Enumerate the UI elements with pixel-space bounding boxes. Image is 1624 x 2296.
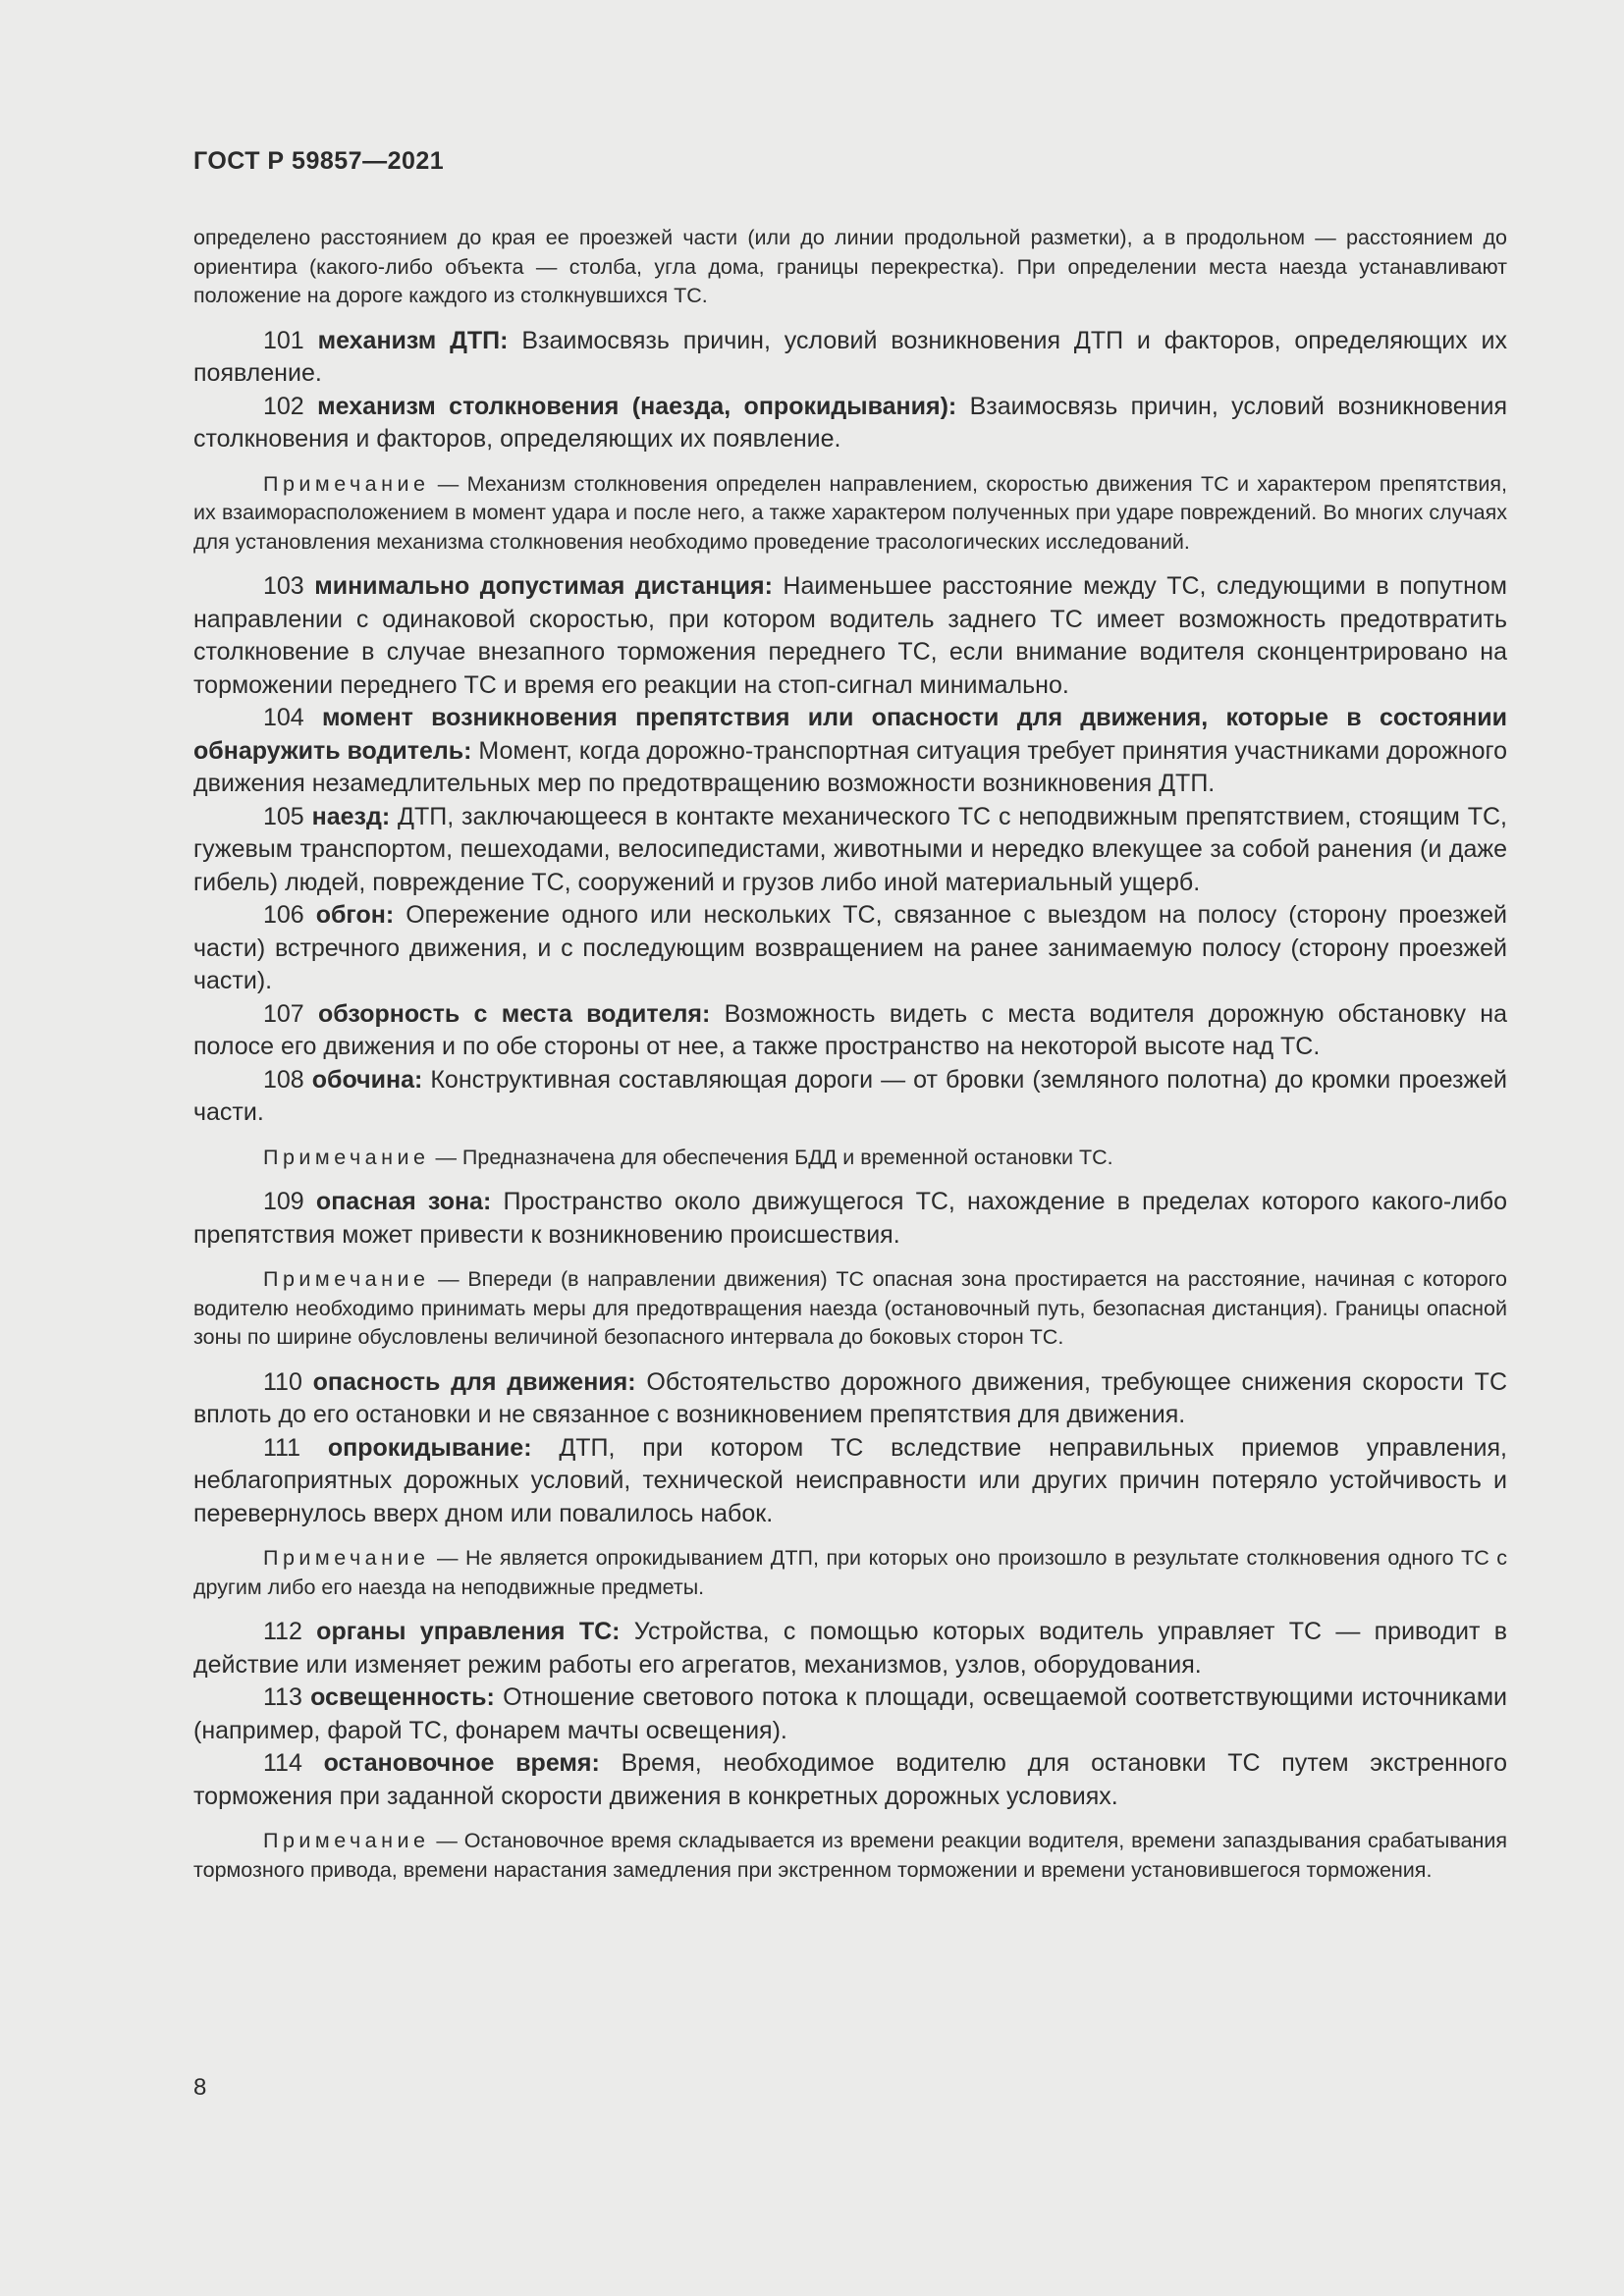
note-label: Примечание <box>263 471 430 496</box>
entry-number: 107 <box>263 999 304 1028</box>
definition-entry <box>193 1366 1507 1432</box>
entry-number: 112 <box>263 1618 302 1645</box>
entry-term: освещенность: <box>310 1683 495 1711</box>
entry-definition: ДТП, заключающееся в контакте механического ТС с неподвижным препятствием, стоящим ТС, гужевым транспортом, пешеходами, велосипедистами, животными и нередко влекущее за собой ранения (и даже гибель) людей, повреждение ТС, сооружений и грузов либо иной материальный ущерб. <box>193 802 1508 896</box>
definition-entry <box>193 702 1507 801</box>
entry-term: органы управления ТС: <box>316 1618 621 1645</box>
entry-number: 105 <box>263 802 304 830</box>
definition-entry <box>193 1747 1507 1813</box>
entry-number: 104 <box>263 704 304 731</box>
entry-definition: Устройства, с помощью которых водитель управляет ТС — приводит в действие или изменяет режим работы его агрегатов, механизмов, узлов, оборудования. <box>193 1618 1507 1679</box>
note-text: — Механизм столкновения определен направлением, скоростью движения ТС и характером препятствия, их взаиморасположением в момент удара и после него, а также характером полученных при ударе повреждений. Во многих случаях для установления механизма столкновения необходимо проведение трасологических исследований. <box>193 471 1507 554</box>
entry-definition: Конструктивная составляющая дороги — от бровки (земляного полотна) до кромки проезжей части. <box>193 1065 1508 1126</box>
definition-entry <box>193 1682 1507 1747</box>
document-body <box>193 224 1507 1885</box>
entry-number: 114 <box>263 1749 302 1777</box>
note-label: Примечание <box>263 1267 430 1291</box>
entry-term: остановочное время: <box>323 1749 600 1777</box>
entry-term: наезд: <box>311 802 391 830</box>
entry-term: обзорность с места водителя: <box>318 999 711 1028</box>
note-text: — Остановочное время складывается из времени реакции водителя, времени запаздывания срабатывания тормозного привода, времени нарастания замедления при экстренном торможении и времени установившегося торможения. <box>193 1829 1507 1882</box>
entry-definition: Отношение светового потока к площади, освещаемой соответствующими источниками (например, фарой ТС, фонарем мачты освещения). <box>193 1683 1507 1744</box>
entry-definition: Возможность видеть с места водителя дорожную обстановку на полосе его движения и по обе стороны от нее, а также пространство на некоторой высоте над ТС. <box>193 999 1508 1060</box>
entry-number: 111 <box>263 1433 301 1462</box>
entry-definition: Время, необходимое водителю для остановки ТС путем экстренного торможения при заданной скорости движения в конкретных дорожных условиях. <box>193 1749 1508 1810</box>
entry-term: минимально допустимая дистанция: <box>314 572 773 600</box>
note-label: Примечание <box>263 1829 430 1852</box>
entry-number: 113 <box>263 1683 302 1711</box>
entry-term: механизм столкновения (наезда, опрокидывания): <box>317 392 957 420</box>
note-paragraph <box>193 1144 1507 1173</box>
note-paragraph <box>193 1827 1507 1885</box>
note-paragraph <box>193 1265 1507 1353</box>
entry-term: обочина: <box>311 1065 423 1094</box>
note-paragraph <box>193 470 1507 558</box>
document-header: ГОСТ Р 59857—2021 <box>193 147 445 175</box>
entry-definition: Момент, когда дорожно-транспортная ситуация требует принятия участниками дорожного движения незамедлительных мер по предотвращению возможности возникновения ДТП. <box>193 736 1507 797</box>
entry-number: 110 <box>263 1367 302 1396</box>
definition-entry <box>193 1432 1507 1531</box>
definition-entry <box>193 570 1507 702</box>
definition-entry <box>193 1064 1507 1130</box>
definition-entry <box>193 998 1507 1064</box>
entry-term: механизм ДТП: <box>317 326 509 354</box>
page-number: 8 <box>193 2074 207 2101</box>
entry-definition: Наименьшее расстояние между ТС, следующими в попутном направлении с одинаковой скоростью, при котором водитель заднего ТС имеет возможность предотвратить столкновение в случае внезапного торможения переднего ТС, если внимание водителя сконцентрировано на торможении переднего ТС и время его реакции на стоп-сигнал минимально. <box>193 572 1507 699</box>
entry-definition: Взаимосвязь причин, условий возникновения столкновения и факторов, определяющих их появление. <box>193 392 1507 453</box>
entry-number: 108 <box>263 1065 304 1094</box>
note-text: — Не является опрокидыванием ДТП, при которых оно произошло в результате столкновения одного ТС с другим либо его наезда на неподвижные предметы. <box>193 1546 1507 1599</box>
entry-number: 109 <box>263 1188 304 1215</box>
definition-entry <box>193 391 1507 456</box>
entry-term: опасность для движения: <box>312 1367 636 1396</box>
entry-term: опасная зона: <box>315 1188 492 1215</box>
entry-number: 101 <box>263 326 304 354</box>
entry-number: 102 <box>263 392 304 420</box>
entry-term: обгон: <box>315 901 395 929</box>
definition-entry <box>193 325 1507 391</box>
entry-definition: Взаимосвязь причин, условий возникновения ДТП и факторов, определяющих их появление. <box>193 326 1507 387</box>
entry-definition: Обстоятельство дорожного движения, требующее снижения скорости ТС вплоть до его остановки и не связанное с возникновением препятствия для движения. <box>193 1367 1508 1428</box>
entry-number: 106 <box>263 901 304 929</box>
definition-entry <box>193 1616 1507 1682</box>
intro-paragraph: определено расстоянием до края ее проезжей части (или до линии продольной разметки), а в продольном — расстоянием до ориентира (какого-либо объекта — столба, угла дома, границы перекрестка). При определении места наезда устанавливают положение на дороге каждого из столкнувшихся ТС. <box>193 226 1507 307</box>
entry-number: 103 <box>263 572 304 600</box>
definition-entry <box>193 801 1507 900</box>
note-label: Примечание <box>263 1546 430 1570</box>
entry-term: момент возникновения препятствия или опасности для движения, которые в состоянии обнаружить водитель: <box>193 704 1507 765</box>
entry-definition: ДТП, при котором ТС вследствие неправильных приемов управления, неблагоприятных дорожных условий, технической неисправности или других причин потеряло устойчивость и перевернулось вверх дном или повалилось набок. <box>193 1433 1507 1527</box>
note-text: — Впереди (в направлении движения) ТС опасная зона простирается на расстояние, начиная с которого водителю необходимо принимать меры для предотвращения наезда (остановочный путь, безопасная дистанция). Границы опасной зоны по ширине обусловлены величиной безопасного интервала до боковых сторон ТС. <box>193 1267 1507 1349</box>
definition-entry <box>193 899 1507 998</box>
note-text: — Предназначена для обеспечения БДД и временной остановки ТС. <box>435 1145 1113 1169</box>
entry-definition: Опережение одного или нескольких ТС, связанное с выездом на полосу (сторону проезжей части) встречного движения, и с последующим возвращением на ранее занимаемую полосу (сторону проезжей части). <box>193 901 1507 994</box>
note-label: Примечание <box>263 1145 430 1169</box>
definition-entry <box>193 1186 1507 1252</box>
note-paragraph <box>193 1544 1507 1602</box>
entry-term: опрокидывание: <box>327 1433 532 1462</box>
entry-definition: Пространство около движущегося ТС, нахождение в пределах которого какого-либо препятствия может привести к возникновению происшествия. <box>193 1188 1507 1249</box>
